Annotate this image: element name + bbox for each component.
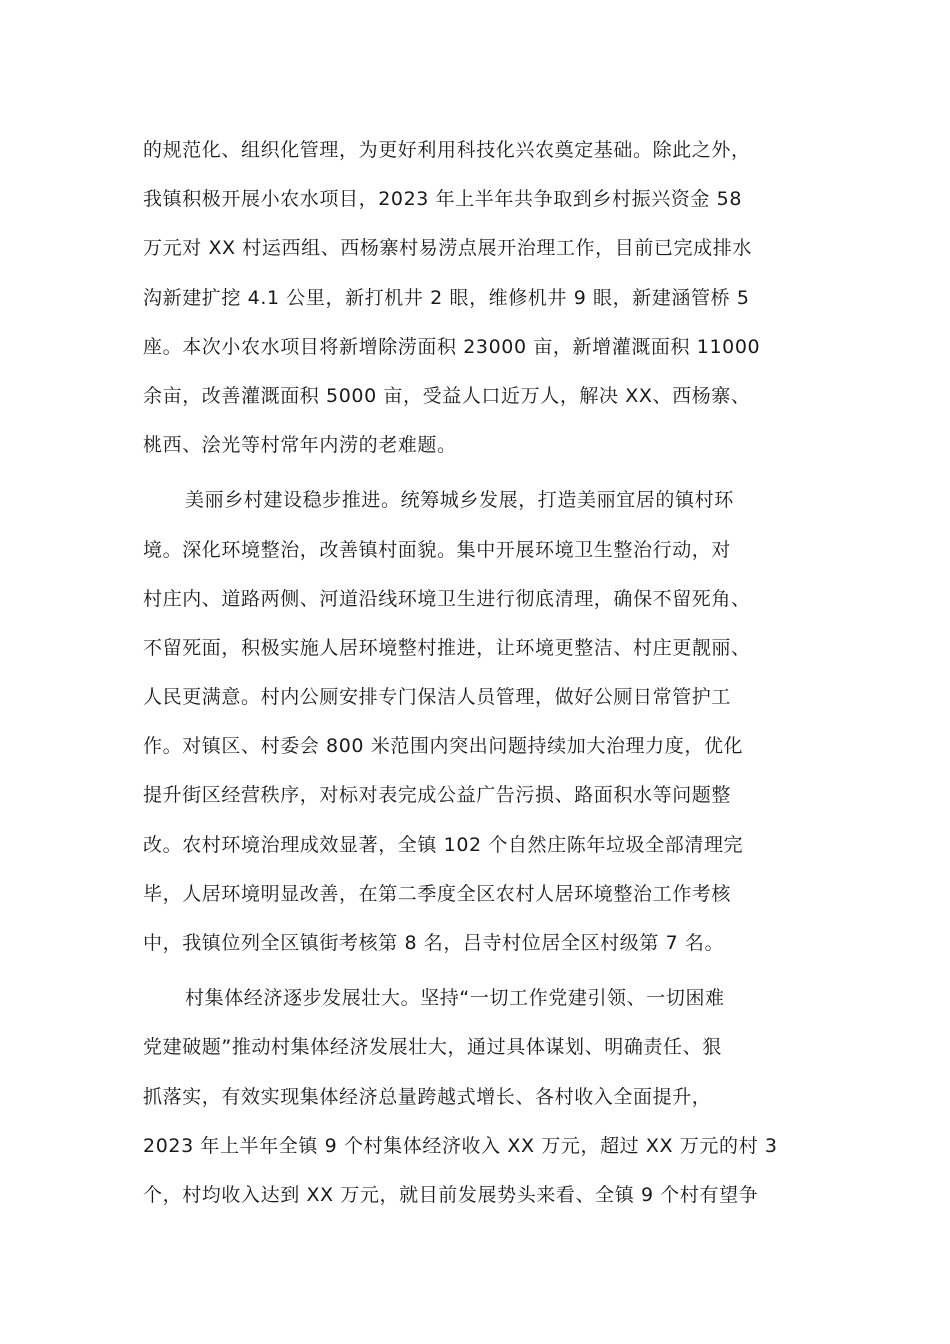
text-line: 的规范化、组织化管理，为更好利用科技化兴农奠定基础。除此之外， xyxy=(143,139,751,161)
text-line: 个，村均收入达到 XX 万元，就目前发展势头来看、全镇 9 个村有望争 xyxy=(143,1183,759,1206)
paragraph-collective-economy xyxy=(143,974,813,1220)
text-line: 余亩，改善灌溉面积 5000 亩，受益人口近万人，解决 XX、西杨寨、 xyxy=(143,384,751,407)
text-line: 村庄内、道路两侧、河道沿线环境卫生进行彻底清理，确保不留死角、 xyxy=(143,587,751,610)
text-line: 人民更满意。村内公厕安排专门保洁人员管理，做好公厕日常管护工 xyxy=(143,686,732,709)
text-line: 党建破题”推动村集体经济发展壮大，通过具体谋划、明确责任、狠 xyxy=(143,1036,722,1059)
text-line: 提升街区经营秩序，对标对表完成公益广告污损、路面积水等问题整 xyxy=(143,784,732,807)
text-line: 万元对 XX 村运西组、西杨寨村易涝点展开治理工作，目前已完成排水 xyxy=(143,237,752,260)
text-line: 作。对镇区、村委会 800 米范围内突出问题持续加大治理力度，优化 xyxy=(143,735,744,758)
text-line: 毕，人居环境明显改善，在第二季度全区农村人居环境整治工作考核 xyxy=(143,882,732,905)
text-line: 我镇积极开展小农水项目，2023 年上半年共争取到乡村振兴资金 58 xyxy=(143,188,743,211)
text-line: 2023 年上半年全镇 9 个村集体经济收入 XX 万元，超过 XX 万元的村 3 xyxy=(143,1134,778,1157)
text-line: 村集体经济逐步发展壮大。坚持“一切工作党建引领、一切困难 xyxy=(185,987,725,1010)
text-line: 沟新建扩挖 4.1 公里，新打机井 2 眼，维修机井 9 眼，新建涵管桥 5 xyxy=(143,286,750,309)
text-line: 座。本次小农水项目将新增除涝面积 23000 亩，新增灌溉面积 11000 xyxy=(143,335,761,358)
text-line: 改。农村环境治理成效显著，全镇 102 个自然庄陈年垃圾全部清理完 xyxy=(143,833,744,856)
paragraph-beautiful-village xyxy=(143,476,813,968)
text-line: 抓落实，有效实现集体经济总量跨越式增长、各村收入全面提升， xyxy=(143,1085,712,1108)
paragraph-small-water-project xyxy=(143,126,813,470)
text-line: 境。深化环境整治，改善镇村面貌。集中开展环境卫生整治行动，对 xyxy=(143,538,732,561)
text-line: 中，我镇位列全区镇街考核第 8 名，吕寺村位居全区村级第 7 名。 xyxy=(143,932,725,954)
text-line: 桃西、浍光等村常年内涝的老难题。 xyxy=(143,434,457,457)
document-body xyxy=(143,126,813,1220)
text-line: 不留死面，积极实施人居环境整村推进，让环境更整洁、村庄更靓丽、 xyxy=(143,636,751,659)
text-line: 美丽乡村建设稳步推进。统筹城乡发展，打造美丽宜居的镇村环 xyxy=(185,489,734,512)
